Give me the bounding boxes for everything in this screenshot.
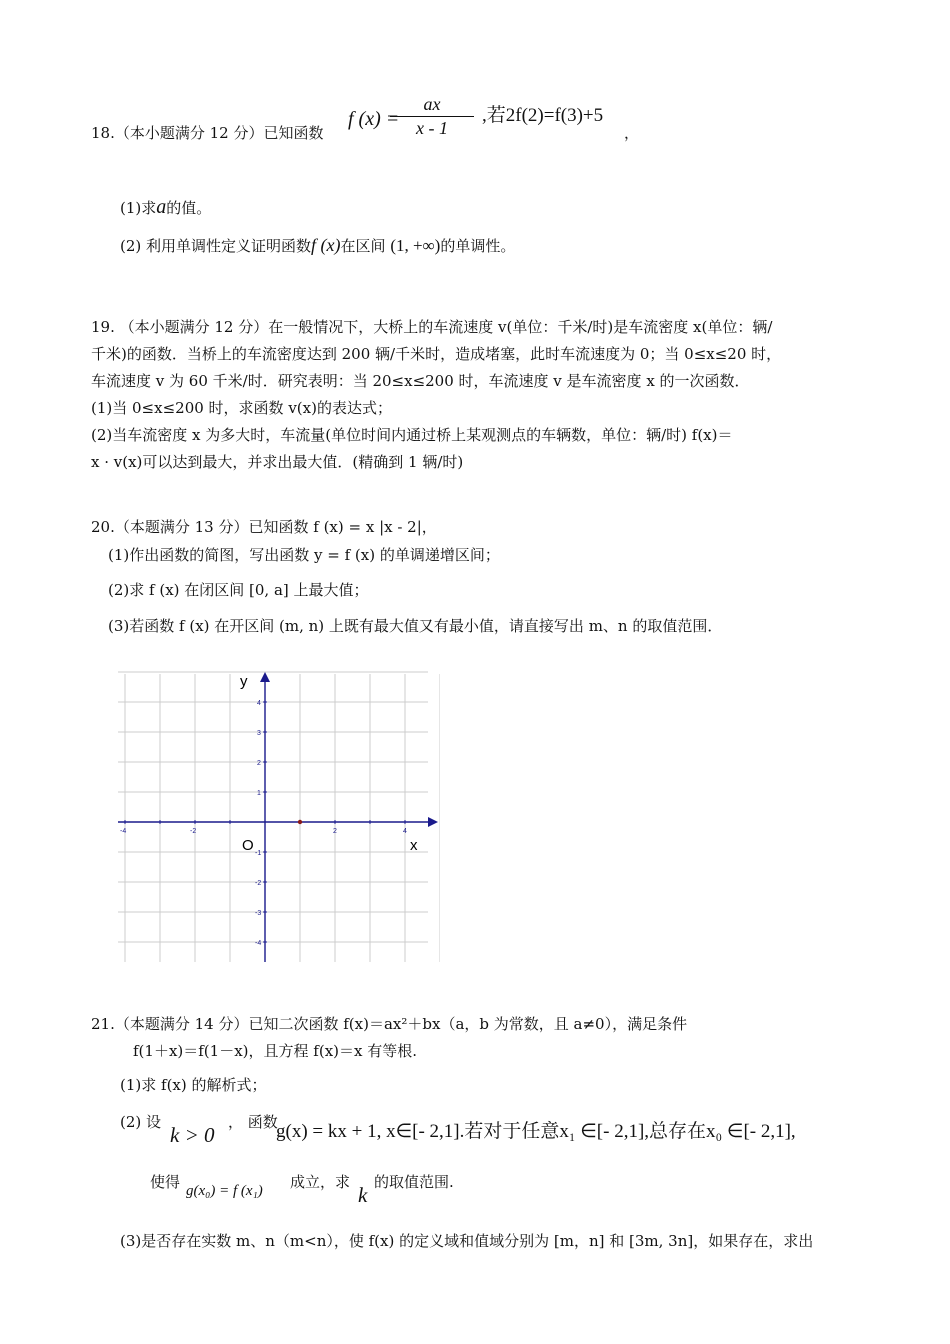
q18-part1-var: a [156,196,167,218]
x-axis-label: x [410,837,418,854]
y-tick-label: -3 [255,910,262,917]
q18-heading: 18.（本小题满分 12 分）已知函数 [91,124,324,142]
grid-lines [118,672,440,962]
y-tick-label: -4 [255,940,262,947]
q21-part2-a: (2) 设 [120,1113,162,1131]
q21-line5-b: 成立，求 [290,1173,351,1191]
q21-line1: 21.（本题满分 14 分）已知二次函数 f(x)＝ax²＋bx（a，b 为常数，且 a≠0），满足条件 [91,1015,688,1033]
q18-fraction [384,94,480,139]
q18-part1-a: (1)求 [120,199,157,217]
origin-label: O [242,837,254,854]
q21-part2-k: k > 0 [170,1123,215,1147]
q21-line5-g: g(x₀) = f (x₁) [186,1183,263,1199]
q18-part2-c: 的单调性。 [440,237,516,255]
x-tick-label: 4 [403,828,407,835]
q21-line2: f(1＋x)＝f(1－x)，且方程 f(x)＝x 有等根. [133,1042,417,1060]
q19-line5: (2)当车流密度 x 为多大时，车流量(单位时间内通过桥上某观测点的车辆数，单位：辆/时) f(x)＝ [91,426,733,444]
y-axis-arrow [260,672,270,682]
coordinate-grid [110,660,440,970]
q18-part2-b: 在区间 [340,237,386,255]
x-axis-arrow [428,817,438,827]
q18-part2-a: (2) 利用单调性定义证明函数 [120,237,312,255]
q18-fraction-bar [390,116,474,117]
q19-line3: 车流速度 v 为 60 千米/时．研究表明：当 20≤x≤200 时，车流速度 v 是车流密度 x 的一次函数． [91,372,750,390]
x-tick-label: 2 [333,828,337,835]
q18-tail: ， [624,124,640,142]
q21-part2-b: ， 函数 [228,1113,278,1131]
q18-part2 [120,234,515,257]
q18-part2-interval: (1, +∞) [390,236,441,255]
q18-part1-b: 的值。 [166,199,212,217]
q20-line1: 20.（本题满分 13 分）已知函数 f (x) = x |x - 2|， [91,518,437,536]
q21-part2-g: g(x) = kx + 1, x∈[- 2,1].若对于任意x₁ ∈[- 2,1],总存在x₀ ∈[- 2,1], [276,1121,796,1142]
point-on-x-axis [298,820,302,824]
y-tick-label: 1 [257,790,261,797]
x-tick-label: -2 [190,828,197,835]
q21-line5-k: k [358,1183,368,1207]
q21-line6: (3)是否存在实数 m、n（m<n），使 f(x) 的定义域和值域分别为 [m，n] 和 [3m, 3n]，如果存在，求出 [120,1232,814,1250]
x-tick-label: -4 [120,828,127,835]
q21-line3: (1)求 f(x) 的解析式； [120,1076,267,1094]
q19-line4: (1)当 0≤x≤200 时，求函数 v(x)的表达式； [91,399,392,417]
y-tick-label: 4 [257,700,261,707]
axis-ticks [120,700,407,947]
q18-denominator: x - 1 [416,118,448,138]
q18-condition: ,若2f(2)=f(3)+5 [482,105,604,126]
y-tick-label: 2 [257,760,261,767]
q19-line1: 19. （本小题满分 12 分）在一般情况下，大桥上的车流速度 v(单位：千米/时)是车流密度 x(单位：辆/ [91,318,773,336]
y-tick-label: -1 [255,850,262,857]
q20-line4: (3)若函数 f (x) 在开区间 (m, n) 上既有最大值又有最小值，请直接写出 m、n 的取值范围． [108,617,723,635]
q18-fx: f (x) = [348,108,400,130]
q18-numerator: ax [423,94,441,114]
q18-part1 [120,194,211,220]
q20-line3: (2)求 f (x) 在闭区间 [0, a] 上最大值； [108,581,369,599]
q20-line2: (1)作出函数的简图，写出函数 y = f (x) 的单调递增区间； [108,546,500,564]
q21-line5-a: 使得 [150,1173,181,1191]
q19-line2: 千米)的函数．当桥上的车流密度达到 200 辆/千米时，造成堵塞，此时车流速度为 0；当 0≤x≤20 时， [91,345,782,363]
y-tick-label: -2 [255,880,262,887]
y-axis-label: y [240,673,248,690]
q18-part2-f: f (x) [311,235,341,255]
q19-line6: x · v(x)可以达到最大，并求出最大值．(精确到 1 辆/时) [91,453,464,471]
q21-line5-c: 的取值范围. [374,1173,454,1191]
y-tick-label: 3 [257,730,261,737]
